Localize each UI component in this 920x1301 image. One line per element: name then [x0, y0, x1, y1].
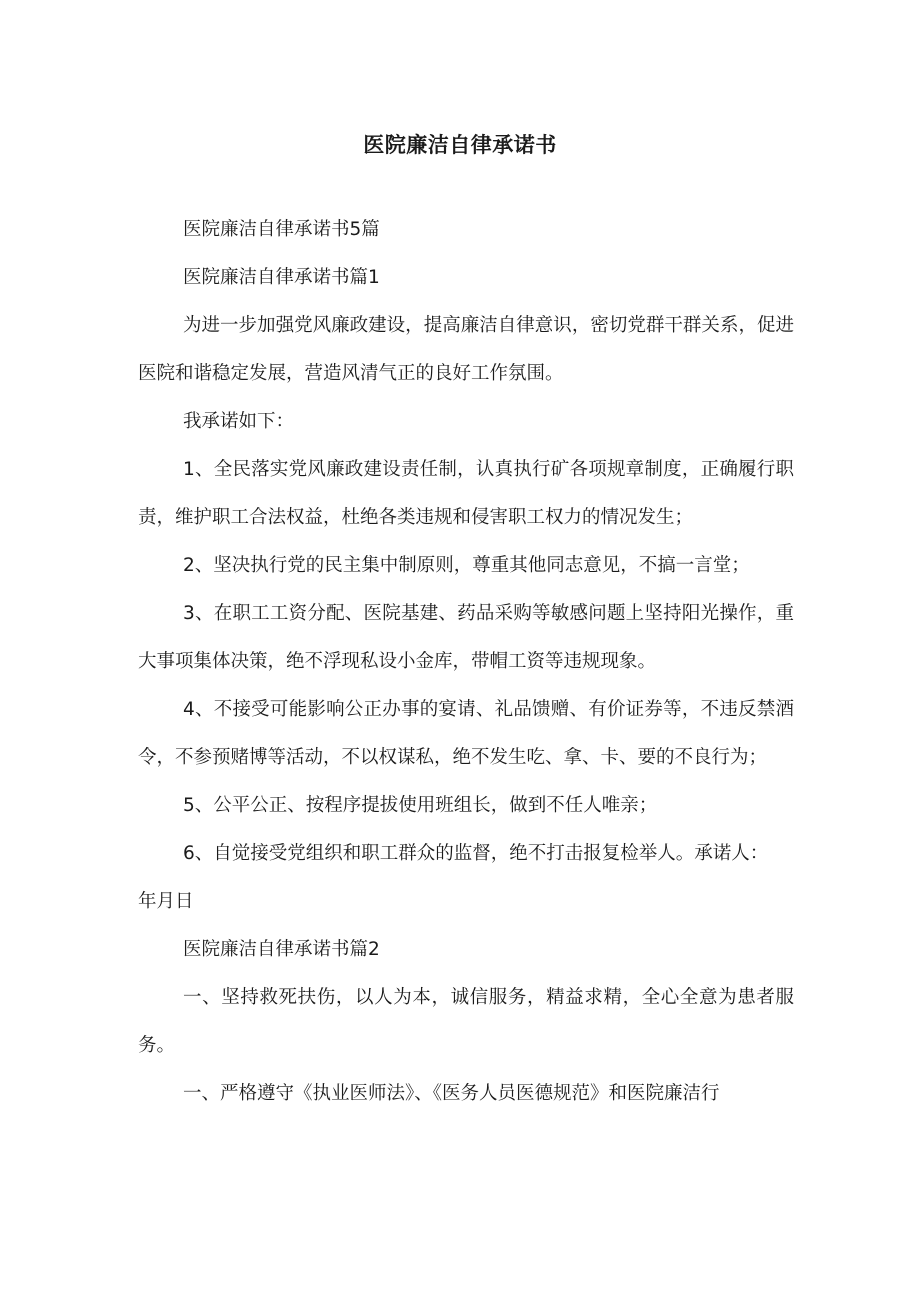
- paragraph: 医院廉洁自律承诺书篇1: [183, 267, 380, 288]
- paragraph: 一、坚持救死扶伤，以人为本，诚信服务，精益求精，全心全意为患者服务。: [138, 987, 794, 1056]
- paragraph: 年月日: [138, 891, 194, 912]
- paragraph: 一、严格遵守《执业医师法》、《医务人员医德规范》和医院廉洁行: [183, 1083, 720, 1104]
- paragraph: 3、在职工工资分配、医院基建、药品采购等敏感问题上坚持阳光操作，重大事项集体决策，绝不浮现私设小金库，带帽工资等违规现象。: [138, 603, 794, 672]
- paragraph: 2、坚决执行党的民主集中制原则，尊重其他同志意见，不搞一言堂；: [183, 555, 750, 576]
- paragraph: 为进一步加强党风廉政建设，提高廉洁自律意识，密切党群干群关系，促进医院和谐稳定发展，营造风清气正的良好工作氛围。: [138, 315, 794, 384]
- paragraph: 我承诺如下：: [183, 411, 295, 432]
- paragraph: 5、公平公正、按程序提拔使用班组长，做到不任人唯亲；: [183, 795, 658, 816]
- paragraph: 6、自觉接受党组织和职工群众的监督，绝不打击报复检举人。承诺人：: [183, 843, 769, 864]
- paragraph: 医院廉洁自律承诺书篇2: [183, 939, 380, 960]
- paragraph: 1、全民落实党风廉政建设责任制，认真执行矿各项规章制度，正确履行职责，维护职工合法权益，杜绝各类违规和侵害职工权力的情况发生；: [138, 459, 794, 528]
- document-title: 医院廉洁自律承诺书: [363, 133, 557, 157]
- paragraph: 医院廉洁自律承诺书5篇: [183, 219, 380, 240]
- paragraph: 4、不接受可能影响公正办事的宴请、礼品馈赠、有价证券等，不违反禁酒令，不参预赌博等活动，不以权谋私，绝不发生吃、拿、卡、要的不良行为；: [138, 699, 794, 768]
- document-body: [138, 206, 794, 1118]
